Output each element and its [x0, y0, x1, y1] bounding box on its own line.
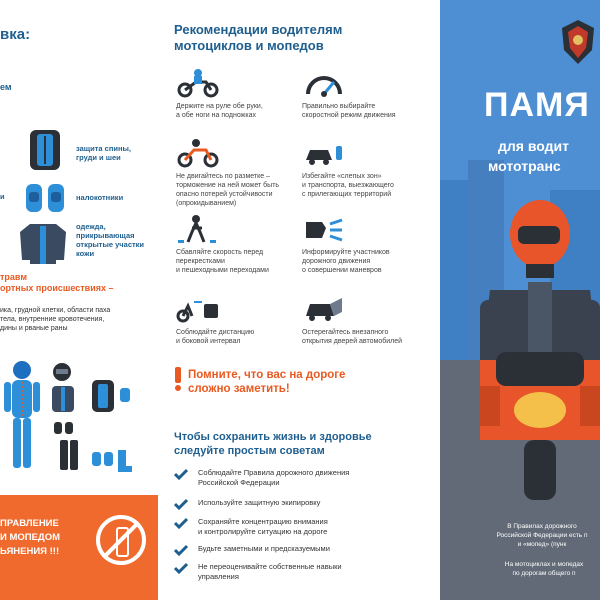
- recommendation-text: Не двигайтесь по разметке – торможение на ней может быть опасно потерей устойчивости (опрокидыванием): [176, 173, 280, 207]
- injuries-heading: травм ортных происшествиях –: [0, 272, 114, 293]
- exclamation-icon: [174, 367, 182, 391]
- checkmark-icon: [174, 468, 188, 480]
- checkmark-icon: [174, 498, 188, 510]
- equipment-label: налокотники: [76, 193, 124, 202]
- checkmark-icon: [174, 544, 188, 556]
- tips-heading: Чтобы сохранить жизнь и здоровье следуйте простым советам: [174, 431, 372, 457]
- recommendation-text: Соблюдайте дистанцию и боковой интервал: [176, 329, 255, 345]
- tip-text: Сохраняйте концентрацию внимания и контролируйте ситуацию на дороге: [198, 517, 328, 536]
- cover-panel: [440, 0, 600, 600]
- pedestrian-crossing-icon: [176, 214, 220, 244]
- police-emblem-icon: [558, 18, 598, 66]
- checkmark-icon: [174, 562, 188, 574]
- equipment-label: одежда, прикрывающая открытые участки кожи: [76, 222, 145, 258]
- visibility-alert: Помните, что вас на дороге сложно заметить!: [188, 369, 346, 395]
- recommendation-text: Избегайте «слепых зон» и транспорта, выезжающего с прилегающих территорий: [302, 173, 394, 198]
- cover-subtitle-line: мототранс: [488, 158, 561, 174]
- speedometer-icon: [302, 68, 346, 98]
- motorcycle-icon: [176, 138, 220, 168]
- injuries-text: ика, грудной клетки, области паха тела, внутренние кровотечения, дины и рваные раны: [0, 307, 111, 332]
- jacket-icon: [18, 220, 68, 266]
- car-scooter-icon: [302, 138, 346, 168]
- recommendations-heading: Рекомендации водителям мотоциклов и мопедов: [174, 22, 343, 53]
- left-heading: вка:: [0, 26, 31, 43]
- tip-text: Не переоценивайте собственные навыки управления: [198, 562, 342, 581]
- recommendation-text: Сбавляйте скорость перед перекрестками и пешеходными переходами: [176, 249, 269, 274]
- motorcyclist-illustration: [440, 190, 600, 510]
- recommendation-text: Правильно выбирайте скоростной режим движения: [302, 103, 396, 119]
- car-door-icon: [302, 294, 346, 324]
- equipment-label: защита спины, груди и шеи: [76, 144, 131, 162]
- headlight-icon: [302, 214, 346, 244]
- tip-text: Используйте защитную экипировку: [198, 498, 321, 507]
- left-panel: вка: ем защита спины, груди и шеи и налокотники одежда, прикрывающая открытые участки кожи травм ортных происшествиях – ика, грудной клетки, области паха тела, внутренние кровотечения, дины и рваные раны ПРАВЛЕНИЕ И МОПЕДОМ ЬЯНЕНИЯ !!!: [0, 0, 161, 600]
- recommendation-text: Информируйте участников дорожного движения о совершении маневров: [302, 249, 390, 274]
- cover-subtitle-line: для водит: [498, 138, 569, 154]
- cover-text: В Правилах дорожного Российской Федерации есть п и «мопед» (пунк: [496, 523, 588, 548]
- elbow-pads-icon: [20, 180, 70, 216]
- recommendation-text: Остерегайтесь внезапного открытия дверей автомобилей: [302, 329, 403, 345]
- cover-title: ПАМЯ: [484, 86, 590, 124]
- back-protector-icon: [20, 128, 70, 172]
- distance-icon: [176, 294, 220, 324]
- tip-text: Будьте заметными и предсказуемыми: [198, 544, 330, 553]
- no-alcohol-icon: [96, 515, 146, 565]
- left-subheading: ем: [0, 82, 12, 92]
- checkmark-icon: [174, 517, 188, 529]
- recommendation-text: Держите на руле обе руки, а обе ноги на подножках: [176, 103, 263, 119]
- warning-text: ПРАВЛЕНИЕ И МОПЕДОМ ЬЯНЕНИЯ !!!: [0, 518, 61, 557]
- middle-panel: [160, 0, 440, 600]
- rider-gear-illustration: [0, 360, 160, 480]
- cover-text: На мотоциклах и мопедах по дорогам общего п: [504, 561, 584, 577]
- tip-text: Соблюдайте Правила дорожного движения Российской Федерации: [198, 468, 350, 487]
- no-alcohol-warning: [0, 495, 158, 600]
- motorcyclist-icon: [176, 68, 220, 98]
